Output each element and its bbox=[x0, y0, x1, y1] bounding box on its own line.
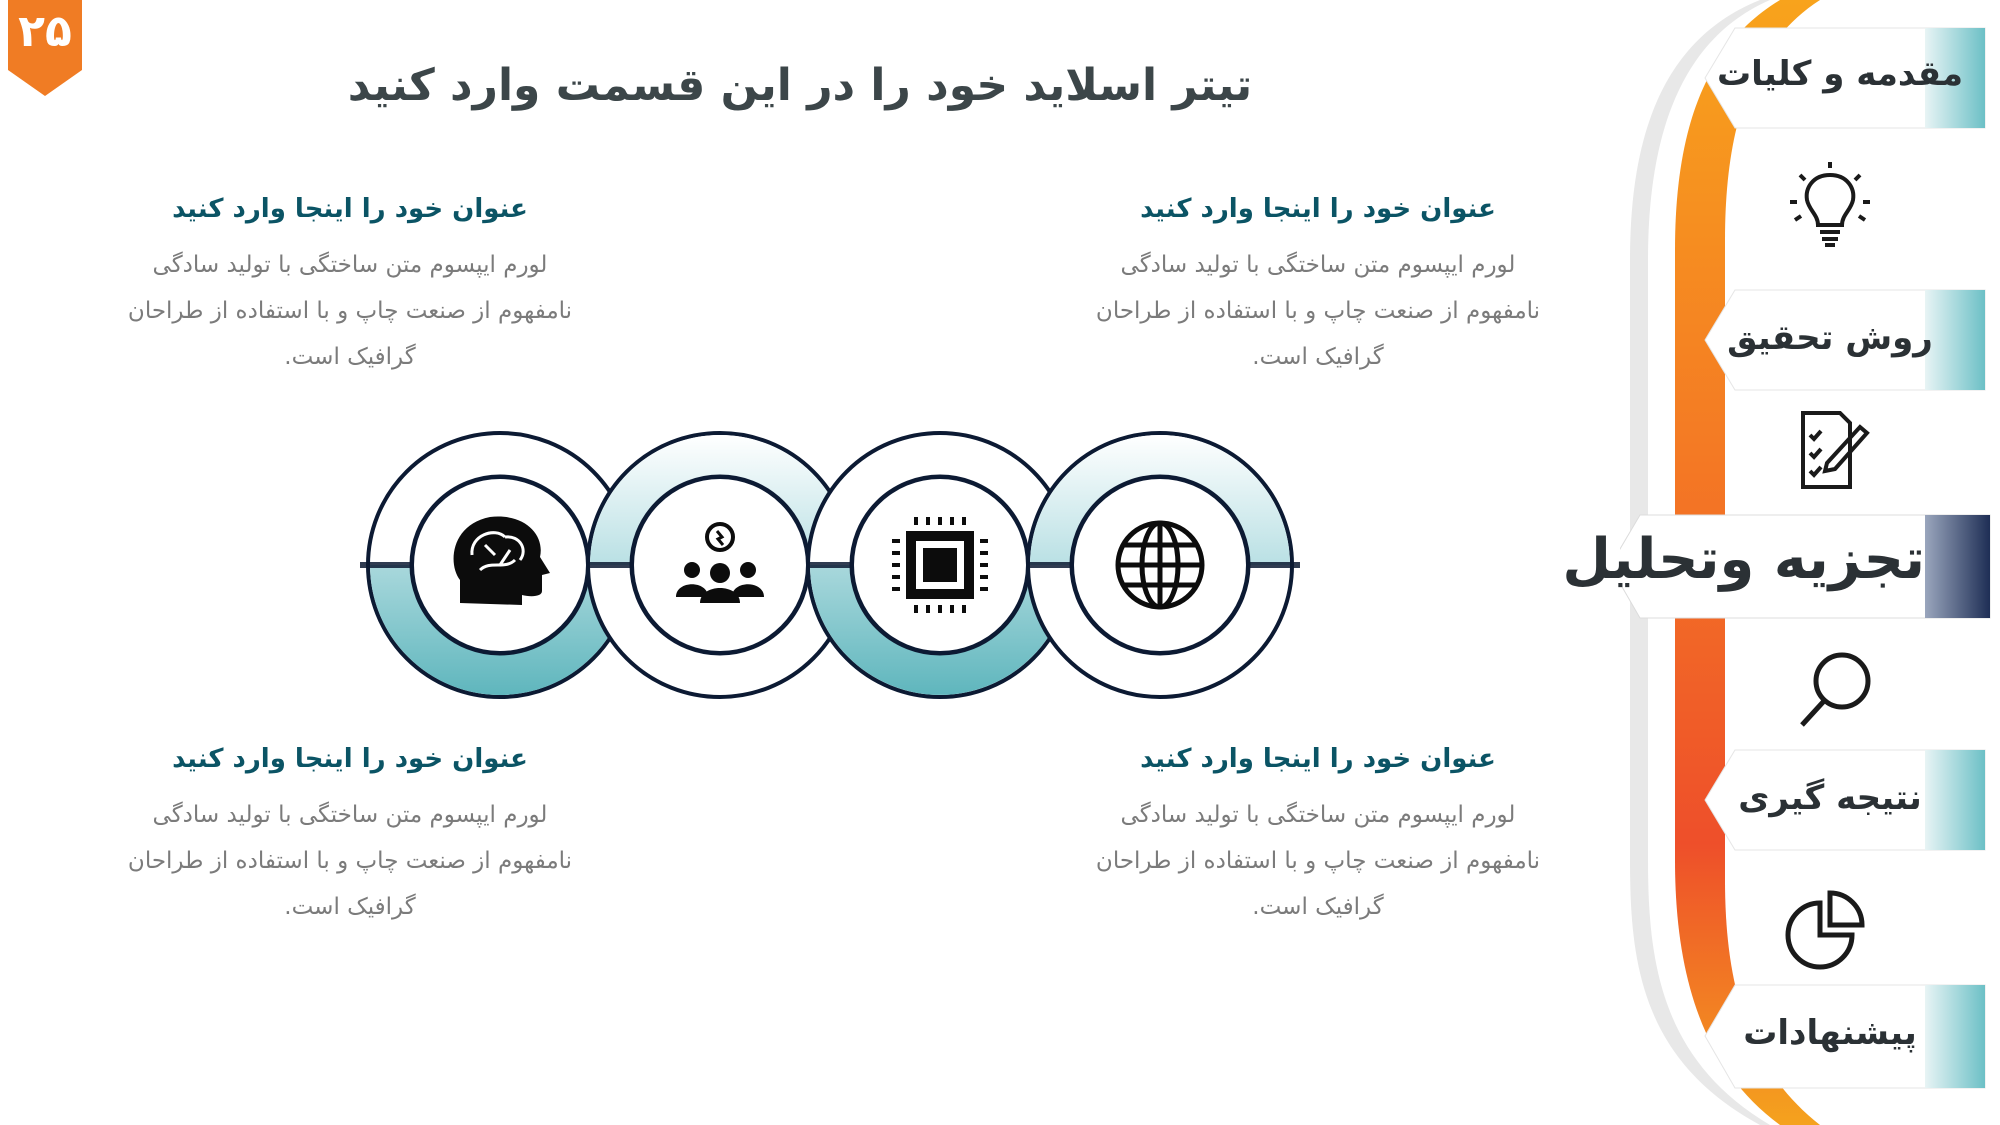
lightbulb-icon bbox=[1785, 160, 1875, 250]
block-line: لورم ایپسوم متن ساختگی با تولید سادگی bbox=[1120, 252, 1516, 278]
block-body bbox=[110, 792, 590, 930]
block-heading: عنوان خود را اینجا وارد کنید bbox=[1140, 194, 1496, 224]
text-block-bottom-right bbox=[1078, 744, 1558, 930]
ring-chain-diagram bbox=[360, 420, 1300, 710]
block-heading: عنوان خود را اینجا وارد کنید bbox=[172, 194, 528, 224]
block-line: گرافیک است. bbox=[1252, 344, 1384, 370]
block-heading: عنوان خود را اینجا وارد کنید bbox=[1140, 744, 1496, 774]
block-line: گرافیک است. bbox=[1252, 894, 1384, 920]
cpu-chip-icon bbox=[892, 517, 988, 613]
block-line: نامفهوم از صنعت چاپ و با استفاده از طراحان bbox=[1095, 298, 1541, 324]
block-line: نامفهوم از صنعت چاپ و با استفاده از طراحان bbox=[127, 848, 573, 874]
block-line: نامفهوم از صنعت چاپ و با استفاده از طراحان bbox=[1095, 848, 1541, 874]
nav-label-method: روش تحقیق bbox=[1727, 318, 1933, 358]
block-line: لورم ایپسوم متن ساختگی با تولید سادگی bbox=[152, 802, 548, 828]
block-line: گرافیک است. bbox=[284, 894, 416, 920]
text-block-bottom-left bbox=[110, 744, 590, 930]
block-line: لورم ایپسوم متن ساختگی با تولید سادگی bbox=[1120, 802, 1516, 828]
block-body bbox=[1078, 242, 1558, 380]
text-block-top-right bbox=[1078, 194, 1558, 380]
nav-label-suggestions: پیشنهادات bbox=[1743, 1013, 1917, 1053]
block-line: گرافیک است. bbox=[284, 344, 416, 370]
globe-icon bbox=[1118, 523, 1202, 607]
pie-chart-icon bbox=[1780, 885, 1870, 975]
block-body bbox=[1078, 792, 1558, 930]
block-line: لورم ایپسوم متن ساختگی با تولید سادگی bbox=[152, 252, 548, 278]
nav-label-intro: مقدمه و کلیات bbox=[1716, 54, 1964, 94]
text-block-top-left bbox=[110, 194, 590, 380]
page-number: ۲۵ bbox=[18, 6, 72, 57]
block-heading: عنوان خود را اینجا وارد کنید bbox=[172, 744, 528, 774]
block-line: نامفهوم از صنعت چاپ و با استفاده از طراحان bbox=[127, 298, 573, 324]
nav-label-conclusion: نتیجه گیری bbox=[1738, 778, 1922, 818]
slide-title: تیتر اسلاید خود را در این قسمت وارد کنید bbox=[347, 60, 1253, 111]
nav-label-analysis: تجزیه وتحلیل bbox=[1562, 527, 1925, 592]
checklist-icon bbox=[1785, 405, 1875, 495]
magnifier-icon bbox=[1790, 645, 1880, 735]
block-body bbox=[110, 242, 590, 380]
